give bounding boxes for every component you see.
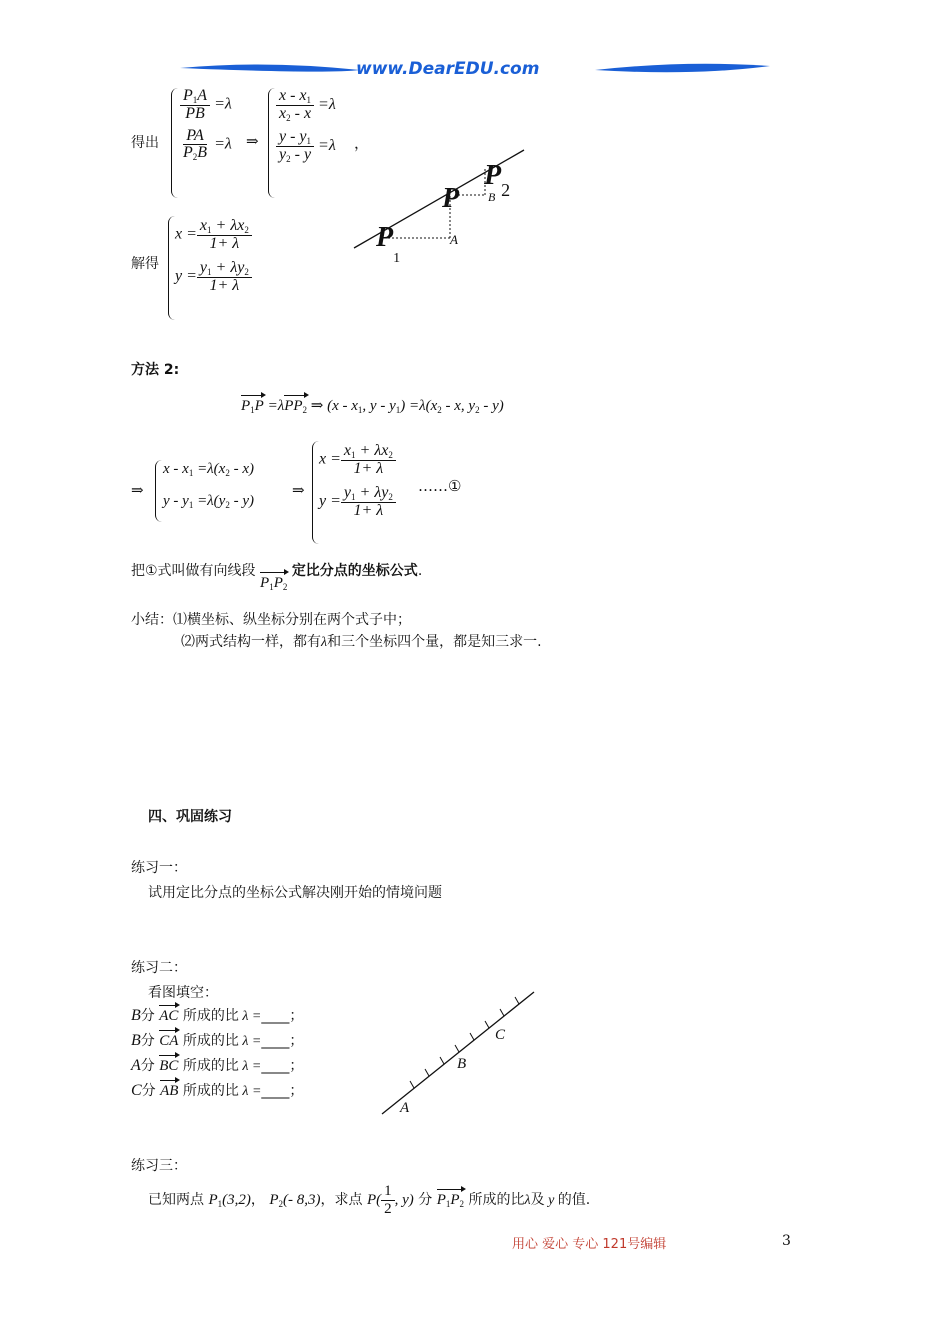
- exercise2-title: 练习二：: [131, 960, 187, 976]
- solution-system-2: x = $\frac{x_1 + \lambda x_2}{1+ \lambda}$ y = $\frac{y_1 + \lambda y_2}{1+ \lambda}$: [319, 443, 396, 519]
- implies-symbol-1: ⇒: [246, 132, 259, 150]
- tick-8: [515, 997, 519, 1004]
- summary-line-2: ⑵两式结构一样，都有λ和三个坐标四个量，都是知三求一.: [181, 634, 542, 650]
- section4-title: 四、巩固练习: [148, 809, 232, 825]
- footer-center: 用心 爱心 专心 121号编辑: [512, 1237, 667, 1252]
- fig1-label-b: B: [488, 190, 496, 204]
- brace-1: [171, 88, 178, 198]
- implies-symbol-3: ⇒: [292, 481, 305, 499]
- tick-1: [410, 1081, 414, 1088]
- ratio-system-2: $\frac{x - x_1}{x_2 - x}$ =λ $\frac{y - y_1}{y_2 - y}$ =λ: [276, 88, 336, 164]
- vector-p1p2: $P_1P_2$: [260, 575, 288, 592]
- implies-symbol-2: ⇒: [131, 481, 144, 499]
- formula-note: 把①式叫做有向线段 $P_1P_2$ 定比分点的坐标公式.: [131, 563, 423, 592]
- tick-7: [500, 1009, 504, 1016]
- fig1-label-p1: $P_1$: [376, 222, 401, 266]
- fig1-label-p2: $P_2$: [484, 160, 511, 200]
- solution-system-1: x = $\frac{x_1 + \lambda x_2}{1+ \lambda}$ y = $\frac{y_1 + \lambda y_2}{1+ \lambda}$: [175, 218, 252, 294]
- brace-4: [155, 460, 162, 522]
- exercise3-title: 练习三：: [131, 1158, 187, 1174]
- ex2-label-a: A: [400, 1100, 410, 1116]
- exercise2-item-2: B分 CA 所成的比 λ =____；: [131, 1032, 304, 1049]
- exercise2-item-4: C分 AB 所成的比 λ =____；: [131, 1082, 304, 1099]
- equation-marker: ……①: [418, 477, 462, 495]
- method2-title: 方法 2:: [131, 362, 180, 378]
- brace-3: [168, 216, 175, 320]
- exercise1-title: 练习一：: [131, 860, 187, 876]
- tick-6: [485, 1021, 489, 1028]
- exercise2-item-3: A分 BC 所成的比 λ =____；: [131, 1057, 304, 1074]
- method2-vector-equation: $P_1P =\lambda PP_2$ ⇒ ($x - x_1$, $y - y_1) =\lambda(x_2 - x$, $y_2 - y$): [241, 398, 504, 415]
- lead-out-label: 得出: [131, 135, 159, 151]
- ex2-label-b: B: [457, 1056, 467, 1072]
- brace-5: [312, 441, 319, 544]
- comma: ，: [354, 134, 370, 152]
- exercise2-intro: 看图填空：: [148, 985, 218, 1001]
- tick-5: [470, 1033, 474, 1040]
- fig1-label-p: P: [442, 183, 460, 214]
- ex2-label-c: C: [495, 1027, 506, 1043]
- fig1-label-a: A: [450, 232, 458, 247]
- summary-line-1: 小结：⑴横坐标、纵坐标分别在两个式子中；: [131, 612, 411, 628]
- lead-solve-label: 解得: [131, 256, 159, 272]
- component-system: $x - x_1 =\lambda(x_2 - x)$ $y - y_1 =\lambda(y_2 - y)$: [163, 461, 254, 510]
- ex2-main-line: [382, 992, 534, 1114]
- ratio-system-1: $\frac{P_1A}{PB}$ =λ $\frac{PA}{P_2B}$ =λ: [180, 88, 232, 162]
- tick-3: [440, 1057, 444, 1064]
- exercise2-item-1: B分 AC 所成的比 λ =____；: [131, 1007, 304, 1024]
- exercise2-figure: [378, 988, 543, 1118]
- tick-2: [425, 1069, 429, 1076]
- exercise3-statement: 已知两点 $P_1(3,2)$， $P_2(-$ 8,3)，求点 P( $\frac{1}{2}$ , y) 分 $P_1P_2$ 所成的比λ及 y 的值.: [148, 1183, 591, 1217]
- brace-2: [268, 88, 275, 198]
- tick-4: [455, 1045, 459, 1052]
- exercise1-text: 试用定比分点的坐标公式解决刚开始的情境问题: [148, 885, 442, 901]
- site-url[interactable]: www.DearEDU.com: [356, 59, 540, 79]
- page-number: 3: [782, 1233, 791, 1249]
